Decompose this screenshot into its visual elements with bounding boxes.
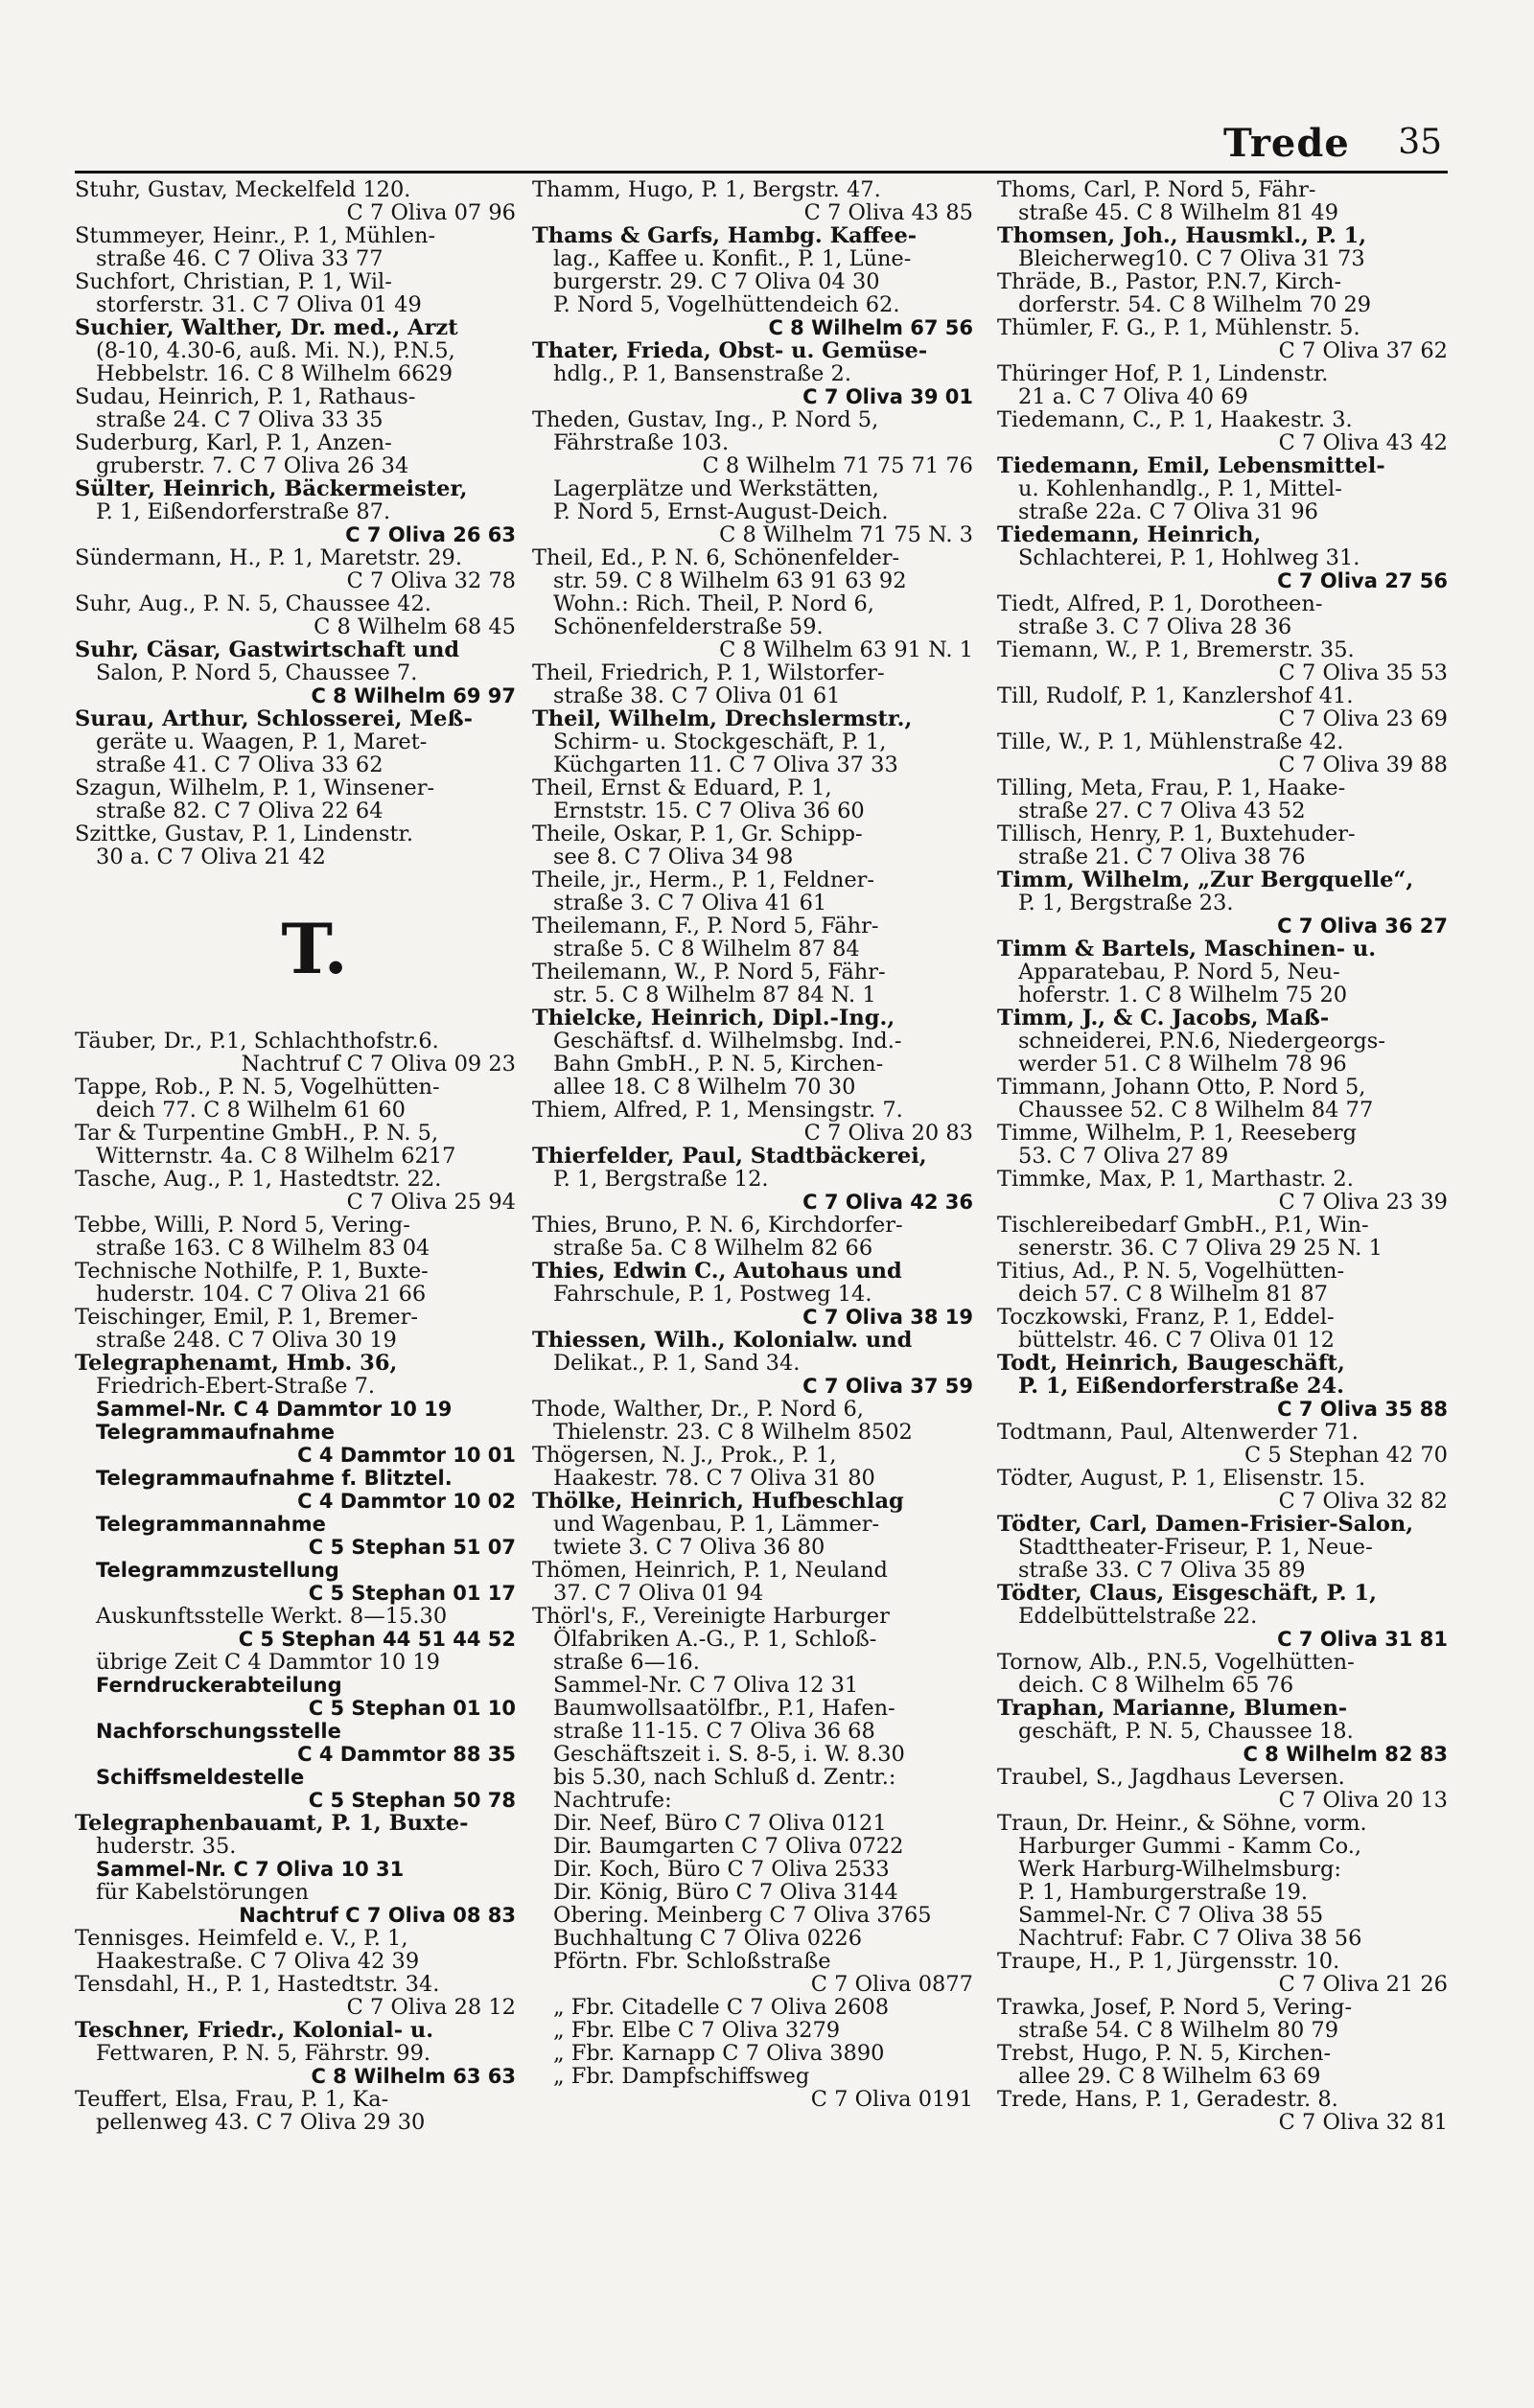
directory-line: 21 a. C 7 Oliva 40 69 [1018, 384, 1248, 409]
column-middle [532, 178, 973, 2111]
directory-line: Surau, Arthur, Schlosserei, Meß- [75, 706, 473, 731]
directory-line: Friedrich-Ebert-Straße 7. [96, 1374, 376, 1399]
directory-line: Tornow, Alb., P.N.5, Vogelhütten- [997, 1650, 1355, 1675]
directory-line: Technische Nothilfe, P. 1, Buxte- [75, 1259, 429, 1284]
directory-line: storferstr. 31. C 7 Oliva 01 49 [96, 292, 422, 317]
directory-line: Sammel-Nr. C 7 Oliva 10 31 [96, 1858, 405, 1881]
directory-line: Nachtruf: Fabr. C 7 Oliva 38 56 [1018, 1926, 1362, 1951]
directory-line: Eddelbüttelstraße 22. [1018, 1604, 1258, 1629]
directory-line: C 7 Oliva 38 19 [802, 1306, 973, 1329]
directory-line: bis 5.30, nach Schluß d. Zentr.: [553, 1765, 896, 1790]
directory-line: hdlg., P. 1, Bansenstraße 2. [553, 361, 851, 386]
directory-line: Schiffsmeldestelle [96, 1766, 305, 1789]
directory-line: für Kabelstörungen [96, 1880, 309, 1905]
directory-line: „ Fbr. Elbe C 7 Oliva 3279 [553, 2018, 841, 2043]
directory-line: Fährstraße 103. [553, 430, 730, 455]
directory-line: C 7 Oliva 0877 [810, 1972, 973, 1997]
directory-line: Thörl's, F., Vereinigte Harburger [532, 1604, 890, 1629]
directory-line: Stuhr, Gustav, Meckelfeld 120. [75, 177, 411, 202]
directory-line: 37. C 7 Oliva 01 94 [553, 1581, 764, 1606]
directory-line: burgerstr. 29. C 7 Oliva 04 30 [553, 269, 880, 294]
directory-line: Thögersen, N. J., Prok., P. 1, [532, 1443, 837, 1468]
directory-line: Teuffert, Elsa, Frau, P. 1, Ka- [75, 2087, 389, 2112]
directory-line: straße 11-15. C 7 Oliva 36 68 [553, 1719, 875, 1744]
directory-line: Telegrammaufnahme f. Blitztel. [96, 1467, 453, 1490]
header-rule [75, 171, 1448, 174]
directory-line: C 7 Oliva 42 36 [802, 1191, 973, 1214]
directory-line: 30 a. C 7 Oliva 21 42 [96, 845, 326, 869]
directory-line: büttelstr. 46. C 7 Oliva 01 12 [1018, 1328, 1335, 1353]
directory-line: Harburger Gummi - Kamm Co., [1018, 1834, 1362, 1859]
directory-line: Fahrschule, P. 1, Postweg 14. [553, 1282, 872, 1307]
directory-line: straße 38. C 7 Oliva 01 61 [553, 683, 841, 708]
directory-line: Theil, Ed., P. N. 6, Schönenfelder- [532, 545, 900, 570]
directory-line: Schlachterei, P. 1, Hohlweg 31. [1018, 545, 1360, 570]
directory-line: Schirm- u. Stockgeschäft, P. 1, [553, 729, 887, 754]
directory-line: Todt, Heinrich, Baugeschäft, [997, 1351, 1345, 1376]
directory-line: Theile, Oskar, P. 1, Gr. Schipp- [532, 822, 863, 846]
directory-line: Nachtruf C 7 Oliva 09 23 [241, 1052, 516, 1077]
directory-line: Wohn.: Rich. Theil, P. Nord 6, [553, 591, 874, 616]
directory-line: C 5 Stephan 50 78 [308, 1789, 516, 1812]
directory-line: Theile, jr., Herm., P. 1, Feldner- [532, 868, 874, 892]
directory-line: Thölke, Heinrich, Hufbeschlag [532, 1489, 904, 1514]
directory-line: Szittke, Gustav, P. 1, Lindenstr. [75, 822, 413, 846]
directory-line: Szagun, Wilhelm, P. 1, Winsener- [75, 776, 435, 800]
directory-line: geschäft, P. N. 5, Chaussee 18. [1018, 1719, 1354, 1744]
directory-line: straße 3. C 7 Oliva 41 61 [553, 891, 827, 915]
directory-line: Thams & Garfs, Hambg. Kaffee- [532, 223, 918, 248]
directory-line: C 8 Wilhelm 63 91 N. 1 [719, 637, 973, 662]
directory-line: P. Nord 5, Vogelhüttendeich 62. [553, 292, 900, 317]
directory-line: straße 24. C 7 Oliva 33 35 [96, 407, 384, 432]
directory-line: Nachtruf C 7 Oliva 08 83 [239, 1904, 516, 1927]
directory-line: C 7 Oliva 37 59 [802, 1375, 973, 1398]
directory-line: Ölfabriken A.-G., P. 1, Schloß- [553, 1627, 877, 1652]
directory-line: Nachforschungsstelle [96, 1720, 341, 1743]
directory-line: P. 1, Eißendorferstraße 87. [96, 499, 391, 524]
directory-line: Thierfelder, Paul, Stadtbäckerei, [532, 1144, 927, 1169]
directory-line: und Wagenbau, P. 1, Lämmer- [553, 1512, 880, 1537]
directory-line: Delikat., P. 1, Sand 34. [553, 1351, 801, 1376]
directory-line: Dir. Neef, Büro C 7 Oliva 0121 [553, 1811, 887, 1836]
directory-line: straße 46. C 7 Oliva 33 77 [96, 246, 384, 271]
directory-line: Haakestr. 78. C 7 Oliva 31 80 [553, 1466, 875, 1491]
directory-line: Tiedemann, C., P. 1, Haakestr. 3. [997, 407, 1353, 432]
directory-line: Tebbe, Willi, P. Nord 5, Vering- [75, 1213, 410, 1238]
directory-line: Tiedt, Alfred, P. 1, Dorotheen- [997, 591, 1323, 616]
directory-line: lag., Kaffee u. Konfit., P. 1, Lüne- [553, 246, 912, 271]
directory-line: C 7 Oliva 43 42 [1278, 430, 1448, 455]
directory-line: übrige Zeit C 4 Dammtor 10 19 [96, 1650, 440, 1675]
directory-line: C 4 Dammtor 10 02 [297, 1490, 516, 1513]
directory-line: C 7 Oliva 36 27 [1277, 915, 1448, 938]
directory-line: werder 51. C 8 Wilhelm 78 96 [1018, 1052, 1347, 1077]
directory-line: Timme, Wilhelm, P. 1, Reeseberg [997, 1121, 1358, 1146]
directory-line: C 7 Oliva 28 12 [346, 1995, 516, 2020]
directory-line: Sudau, Heinrich, P. 1, Rathaus- [75, 384, 416, 409]
directory-line: C 8 Wilhelm 71 75 71 76 [702, 453, 973, 478]
directory-line: Haakestraße. C 7 Oliva 42 39 [96, 1949, 420, 1974]
directory-line: „ Fbr. Dampfschiffsweg [553, 2064, 810, 2089]
directory-line: C 8 Wilhelm 82 83 [1243, 1743, 1448, 1766]
directory-line: Telegrammzustellung [96, 1559, 339, 1582]
directory-line: Toczkowski, Franz, P. 1, Eddel- [997, 1305, 1335, 1330]
directory-line: Suchier, Walther, Dr. med., Arzt [75, 315, 458, 340]
directory-line: Geschäftszeit i. S. 8-5, i. W. 8.30 [553, 1742, 905, 1767]
directory-line: hoferstr. 1. C 8 Wilhelm 75 20 [1018, 983, 1348, 1007]
directory-line: straße 248. C 7 Oliva 30 19 [96, 1328, 397, 1353]
directory-line: Thräde, B., Pastor, P.N.7, Kirch- [997, 269, 1342, 294]
directory-line: Suhr, Aug., P. N. 5, Chaussee 42. [75, 591, 431, 616]
directory-line: straße 6—16. [553, 1650, 700, 1675]
directory-line: Theil, Wilhelm, Drechslermstr., [532, 706, 913, 731]
directory-line: Traupe, H., P. 1, Jürgensstr. 10. [997, 1949, 1340, 1974]
directory-line: Till, Rudolf, P. 1, Kanzlershof 41. [997, 683, 1354, 708]
directory-line: Thüringer Hof, P. 1, Lindenstr. [997, 361, 1329, 386]
directory-line: Hebbelstr. 16. C 8 Wilhelm 6629 [96, 361, 453, 386]
directory-line: Trawka, Josef, P. Nord 5, Vering- [997, 1995, 1353, 2020]
directory-line: C 5 Stephan 44 51 44 52 [238, 1628, 516, 1651]
directory-line: Teischinger, Emil, P. 1, Bremer- [75, 1305, 418, 1330]
directory-line: Fettwaren, P. N. 5, Fährstr. 99. [96, 2041, 431, 2066]
directory-line: C 7 Oliva 32 78 [346, 568, 516, 593]
directory-line: C 5 Stephan 01 17 [308, 1582, 516, 1605]
directory-line: Theilemann, W., P. Nord 5, Fähr- [532, 960, 886, 984]
directory-line: Theil, Friedrich, P. 1, Wilstorfer- [532, 660, 885, 685]
directory-line: straße 5a. C 8 Wilhelm 82 66 [553, 1236, 873, 1261]
directory-line: Tar & Turpentine GmbH., P. N. 5, [75, 1121, 439, 1146]
directory-line: Stadttheater-Friseur, P. 1, Neue- [1018, 1535, 1373, 1560]
directory-line: straße 54. C 8 Wilhelm 80 79 [1018, 2018, 1339, 2043]
directory-line: Bahn GmbH., P. N. 5, Kirchen- [553, 1052, 884, 1077]
directory-line: (8-10, 4.30-6, auß. Mi. N.), P.N.5, [96, 338, 455, 363]
directory-line: Dir. König, Büro C 7 Oliva 3144 [553, 1880, 898, 1905]
directory-line: Theil, Ernst & Eduard, P. 1, [532, 776, 832, 800]
directory-line: C 7 Oliva 20 13 [1278, 1788, 1448, 1813]
directory-line: Theden, Gustav, Ing., P. Nord 5, [532, 407, 879, 432]
directory-line: Sündermann, H., P. 1, Maretstr. 29. [75, 545, 463, 570]
directory-line: straße 5. C 8 Wilhelm 87 84 [553, 937, 860, 961]
directory-line: „ Fbr. Citadelle C 7 Oliva 2608 [553, 1995, 890, 2020]
directory-line: C 7 Oliva 26 63 [345, 523, 516, 546]
directory-line: Ferndruckerabteilung [96, 1674, 342, 1697]
directory-line: Tiedemann, Emil, Lebensmittel- [997, 453, 1385, 478]
directory-line: schneiderei, P.N.6, Niedergeorgs- [1018, 1029, 1385, 1054]
directory-line: Tischlereibedarf GmbH., P.1, Win- [997, 1213, 1369, 1238]
directory-line: Dir. Baumgarten C 7 Oliva 0722 [553, 1834, 904, 1859]
directory-line: Tille, W., P. 1, Mühlenstraße 42. [997, 729, 1344, 754]
directory-line: C 5 Stephan 51 07 [308, 1536, 516, 1559]
directory-line: C 7 Oliva 07 96 [346, 200, 516, 225]
directory-line: huderstr. 35. [96, 1834, 237, 1859]
directory-line: deich 77. C 8 Wilhelm 61 60 [96, 1098, 406, 1123]
directory-line: C 8 Wilhelm 67 56 [768, 316, 973, 339]
directory-line: Dir. Koch, Büro C 7 Oliva 2533 [553, 1857, 890, 1882]
directory-line: dorferstr. 54. C 8 Wilhelm 70 29 [1018, 292, 1372, 317]
directory-line: C 7 Oliva 39 88 [1278, 752, 1448, 777]
directory-line: Sammel-Nr. C 7 Oliva 12 31 [553, 1673, 859, 1698]
directory-line: Tilling, Meta, Frau, P. 1, Haake- [997, 776, 1346, 800]
directory-line: C 7 Oliva 43 85 [803, 200, 973, 225]
section-letter: T. [281, 908, 348, 989]
directory-line: C 7 Oliva 39 01 [802, 385, 973, 408]
directory-line: geräte u. Waagen, P. 1, Maret- [96, 729, 428, 754]
directory-line: Thoms, Carl, P. Nord 5, Fähr- [997, 177, 1316, 202]
directory-line: C 8 Wilhelm 63 63 [311, 2065, 516, 2088]
directory-line: Telegrammannahme [96, 1513, 326, 1536]
directory-line: Tensdahl, H., P. 1, Hastedtstr. 34. [75, 1972, 440, 1997]
directory-line: straße 45. C 8 Wilhelm 81 49 [1018, 200, 1339, 225]
page-header [1218, 121, 1448, 178]
directory-line: gruberstr. 7. C 7 Oliva 26 34 [96, 453, 409, 478]
directory-line: see 8. C 7 Oliva 34 98 [553, 845, 794, 869]
directory-line: u. Kohlenhandlg., P. 1, Mittel- [1018, 476, 1342, 501]
directory-line: Tillisch, Henry, P. 1, Buxtehuder- [997, 822, 1356, 846]
directory-line: Todtmann, Paul, Altenwerder 71. [997, 1420, 1359, 1445]
directory-line: huderstr. 104. C 7 Oliva 21 66 [96, 1282, 427, 1307]
directory-line: C 4 Dammtor 10 01 [297, 1444, 516, 1467]
directory-line: Thiem, Alfred, P. 1, Mensingstr. 7. [532, 1098, 903, 1123]
directory-line: deich. C 8 Wilhelm 65 76 [1018, 1673, 1294, 1698]
directory-line: Sammel-Nr. C 4 Dammtor 10 19 [96, 1398, 453, 1421]
directory-line: C 7 Oliva 31 81 [1277, 1628, 1448, 1651]
directory-line: Timm, Wilhelm, „Zur Bergquelle“, [997, 868, 1414, 892]
directory-line: Thielcke, Heinrich, Dipl.-Ing., [532, 1006, 895, 1030]
directory-line: Tödter, August, P. 1, Elisenstr. 15. [997, 1466, 1366, 1491]
directory-line: C 7 Oliva 35 88 [1277, 1398, 1448, 1421]
directory-line: Traubel, S., Jagdhaus Leversen. [997, 1765, 1345, 1790]
directory-line: Tiedemann, Heinrich, [997, 522, 1262, 547]
directory-line: straße 27. C 7 Oliva 43 52 [1018, 799, 1306, 823]
directory-line: Trede, Hans, P. 1, Geradestr. 8. [997, 2087, 1338, 2112]
directory-line: Thater, Frieda, Obst- u. Gemüse- [532, 338, 928, 363]
directory-line: Tasche, Aug., P. 1, Hastedtstr. 22. [75, 1167, 442, 1192]
directory-line: Tiemann, W., P. 1, Bremerstr. 35. [997, 637, 1355, 662]
directory-line: Telegraphenamt, Hmb. 36, [75, 1351, 398, 1376]
directory-line: straße 82. C 7 Oliva 22 64 [96, 799, 384, 823]
directory-line: C 7 Oliva 20 83 [803, 1121, 973, 1146]
directory-line: allee 18. C 8 Wilhelm 70 30 [553, 1075, 856, 1100]
directory-line: Suhr, Cäsar, Gastwirtschaft und [75, 637, 460, 662]
directory-line: C 4 Dammtor 88 35 [297, 1743, 516, 1766]
directory-line: C 8 Wilhelm 71 75 N. 3 [719, 522, 973, 547]
directory-line: Auskunftsstelle Werkt. 8—15.30 [96, 1604, 448, 1629]
directory-line: Titius, Ad., P. N. 5, Vogelhütten- [997, 1259, 1345, 1284]
directory-line: Thies, Bruno, P. N. 6, Kirchdorfer- [532, 1213, 903, 1238]
column-left [75, 178, 516, 2134]
directory-line: Tennisges. Heimfeld e. V., P. 1, [75, 1926, 408, 1951]
directory-line: Thomsen, Joh., Hausmkl., P. 1, [997, 223, 1367, 248]
directory-line: Sülter, Heinrich, Bäckermeister, [75, 476, 468, 501]
directory-line: Buchhaltung C 7 Oliva 0226 [553, 1926, 863, 1951]
directory-line: Traphan, Marianne, Blumen- [997, 1696, 1348, 1721]
directory-line: Täuber, Dr., P.1, Schlachthofstr.6. [75, 1029, 439, 1054]
directory-line: C 8 Wilhelm 69 97 [311, 684, 516, 707]
directory-line: twiete 3. C 7 Oliva 36 80 [553, 1535, 825, 1560]
directory-line: Traun, Dr. Heinr., & Söhne, vorm. [997, 1811, 1367, 1836]
directory-line: Thode, Walther, Dr., P. Nord 6, [532, 1397, 864, 1422]
directory-line: Ernststr. 15. C 7 Oliva 36 60 [553, 799, 865, 823]
directory-line: Thümler, F. G., P. 1, Mühlenstr. 5. [997, 315, 1360, 340]
directory-line: straße 22a. C 7 Oliva 31 96 [1018, 499, 1318, 524]
directory-line: allee 29. C 8 Wilhelm 63 69 [1018, 2064, 1321, 2089]
directory-line: straße 21. C 7 Oliva 38 76 [1018, 845, 1306, 869]
directory-line: C 7 Oliva 23 69 [1278, 706, 1448, 731]
directory-line: Pförtn. Fbr. Schloßstraße [553, 1949, 831, 1974]
page-number: 35 [1398, 123, 1442, 162]
directory-line: straße 3. C 7 Oliva 28 36 [1018, 614, 1292, 639]
directory-line: Thies, Edwin C., Autohaus und [532, 1259, 902, 1284]
directory-line: Nachtrufe: [553, 1788, 672, 1813]
directory-line: Apparatebau, P. Nord 5, Neu- [1018, 960, 1340, 984]
directory-line: straße 41. C 7 Oliva 33 62 [96, 752, 384, 777]
directory-line: Thamm, Hugo, P. 1, Bergstr. 47. [532, 177, 881, 202]
directory-line: Timm, J., & C. Jacobs, Maß- [997, 1006, 1330, 1030]
directory-line: Timmann, Johann Otto, P. Nord 5, [997, 1075, 1366, 1100]
directory-line: Theilemann, F., P. Nord 5, Fähr- [532, 914, 879, 938]
directory-line: C 5 Stephan 01 10 [308, 1697, 516, 1720]
directory-line: straße 33. C 7 Oliva 35 89 [1018, 1558, 1306, 1583]
directory-line: deich 57. C 8 Wilhelm 81 87 [1018, 1282, 1328, 1307]
directory-line: Timm & Bartels, Maschinen- u. [997, 937, 1377, 961]
directory-line: Schönenfelderstraße 59. [553, 614, 824, 639]
directory-line: C 7 Oliva 23 39 [1278, 1190, 1448, 1215]
directory-line: Tappe, Rob., P. N. 5, Vogelhütten- [75, 1075, 440, 1100]
directory-line: Baumwollsaatölfbr., P.1, Hafen- [553, 1696, 895, 1721]
header-word: Trede [1223, 121, 1350, 166]
directory-line: Telegrammaufnahme [96, 1421, 335, 1444]
directory-line: str. 5. C 8 Wilhelm 87 84 N. 1 [553, 983, 876, 1007]
directory-line: 53. C 7 Oliva 27 89 [1018, 1144, 1229, 1169]
directory-line: C 7 Oliva 37 62 [1278, 338, 1448, 363]
directory-line: P. 1, Hamburgerstraße 19. [1018, 1880, 1309, 1905]
directory-line: Witternstr. 4a. C 8 Wilhelm 6217 [96, 1144, 456, 1169]
directory-line: senerstr. 36. C 7 Oliva 29 25 N. 1 [1018, 1236, 1383, 1261]
directory-line: C 7 Oliva 21 26 [1278, 1972, 1448, 1997]
directory-line: Trebst, Hugo, P. N. 5, Kirchen- [997, 2041, 1332, 2066]
directory-line: P. 1, Bergstraße 23. [1018, 891, 1234, 915]
directory-line: P. Nord 5, Ernst-August-Deich. [553, 499, 889, 524]
directory-line: pellenweg 43. C 7 Oliva 29 30 [96, 2110, 426, 2135]
directory-line: P. 1, Bergstraße 12. [553, 1167, 769, 1192]
directory-line: Lagerplätze und Werkstätten, [553, 476, 879, 501]
directory-line: C 8 Wilhelm 68 45 [314, 614, 516, 639]
directory-line: C 7 Oliva 0191 [810, 2087, 973, 2112]
directory-line: Geschäftsf. d. Wilhelmsbg. Ind.- [553, 1029, 902, 1054]
directory-line: C 7 Oliva 32 82 [1278, 1489, 1448, 1514]
directory-line: Timmke, Max, P. 1, Marthastr. 2. [997, 1167, 1354, 1192]
directory-line: P. 1, Eißendorferstraße 24. [1018, 1374, 1344, 1399]
directory-line: C 7 Oliva 25 94 [346, 1190, 516, 1215]
directory-line: C 7 Oliva 35 53 [1278, 660, 1448, 685]
directory-line: straße 163. C 8 Wilhelm 83 04 [96, 1236, 430, 1261]
directory-line: Stummeyer, Heinr., P. 1, Mühlen- [75, 223, 436, 248]
directory-line: Tödter, Carl, Damen-Frisier-Salon, [997, 1512, 1414, 1537]
directory-line: Salon, P. Nord 5, Chaussee 7. [96, 660, 418, 685]
directory-line: Telegraphenbauamt, P. 1, Buxte- [75, 1811, 469, 1836]
directory-line: str. 59. C 8 Wilhelm 63 91 63 92 [553, 568, 907, 593]
directory-line: Thiessen, Wilh., Kolonialw. und [532, 1328, 913, 1353]
directory-line: Suderburg, Karl, P. 1, Anzen- [75, 430, 392, 455]
directory-line: Thömen, Heinrich, P. 1, Neuland [532, 1558, 888, 1583]
directory-line: Teschner, Friedr., Kolonial- u. [75, 2018, 434, 2043]
directory-line: Sammel-Nr. C 7 Oliva 38 55 [1018, 1903, 1324, 1928]
directory-line: C 7 Oliva 32 81 [1278, 2110, 1448, 2135]
directory-line: Tödter, Claus, Eisgeschäft, P. 1, [997, 1581, 1377, 1606]
directory-line: „ Fbr. Karnapp C 7 Oliva 3890 [553, 2041, 885, 2066]
directory-line: Bleicherweg10. C 7 Oliva 31 73 [1018, 246, 1365, 271]
column-right [997, 178, 1448, 2134]
directory-line: C 7 Oliva 27 56 [1277, 569, 1448, 592]
directory-line: Thielenstr. 23. C 8 Wilhelm 8502 [553, 1420, 913, 1445]
directory-line: Küchgarten 11. C 7 Oliva 37 33 [553, 752, 898, 777]
directory-line: Werk Harburg-Wilhelmsburg: [1018, 1857, 1342, 1882]
directory-line: Chaussee 52. C 8 Wilhelm 84 77 [1018, 1098, 1374, 1123]
directory-line: Suchfort, Christian, P. 1, Wil- [75, 269, 392, 294]
directory-line: Obering. Meinberg C 7 Oliva 3765 [553, 1903, 932, 1928]
directory-line: C 5 Stephan 42 70 [1244, 1443, 1448, 1468]
